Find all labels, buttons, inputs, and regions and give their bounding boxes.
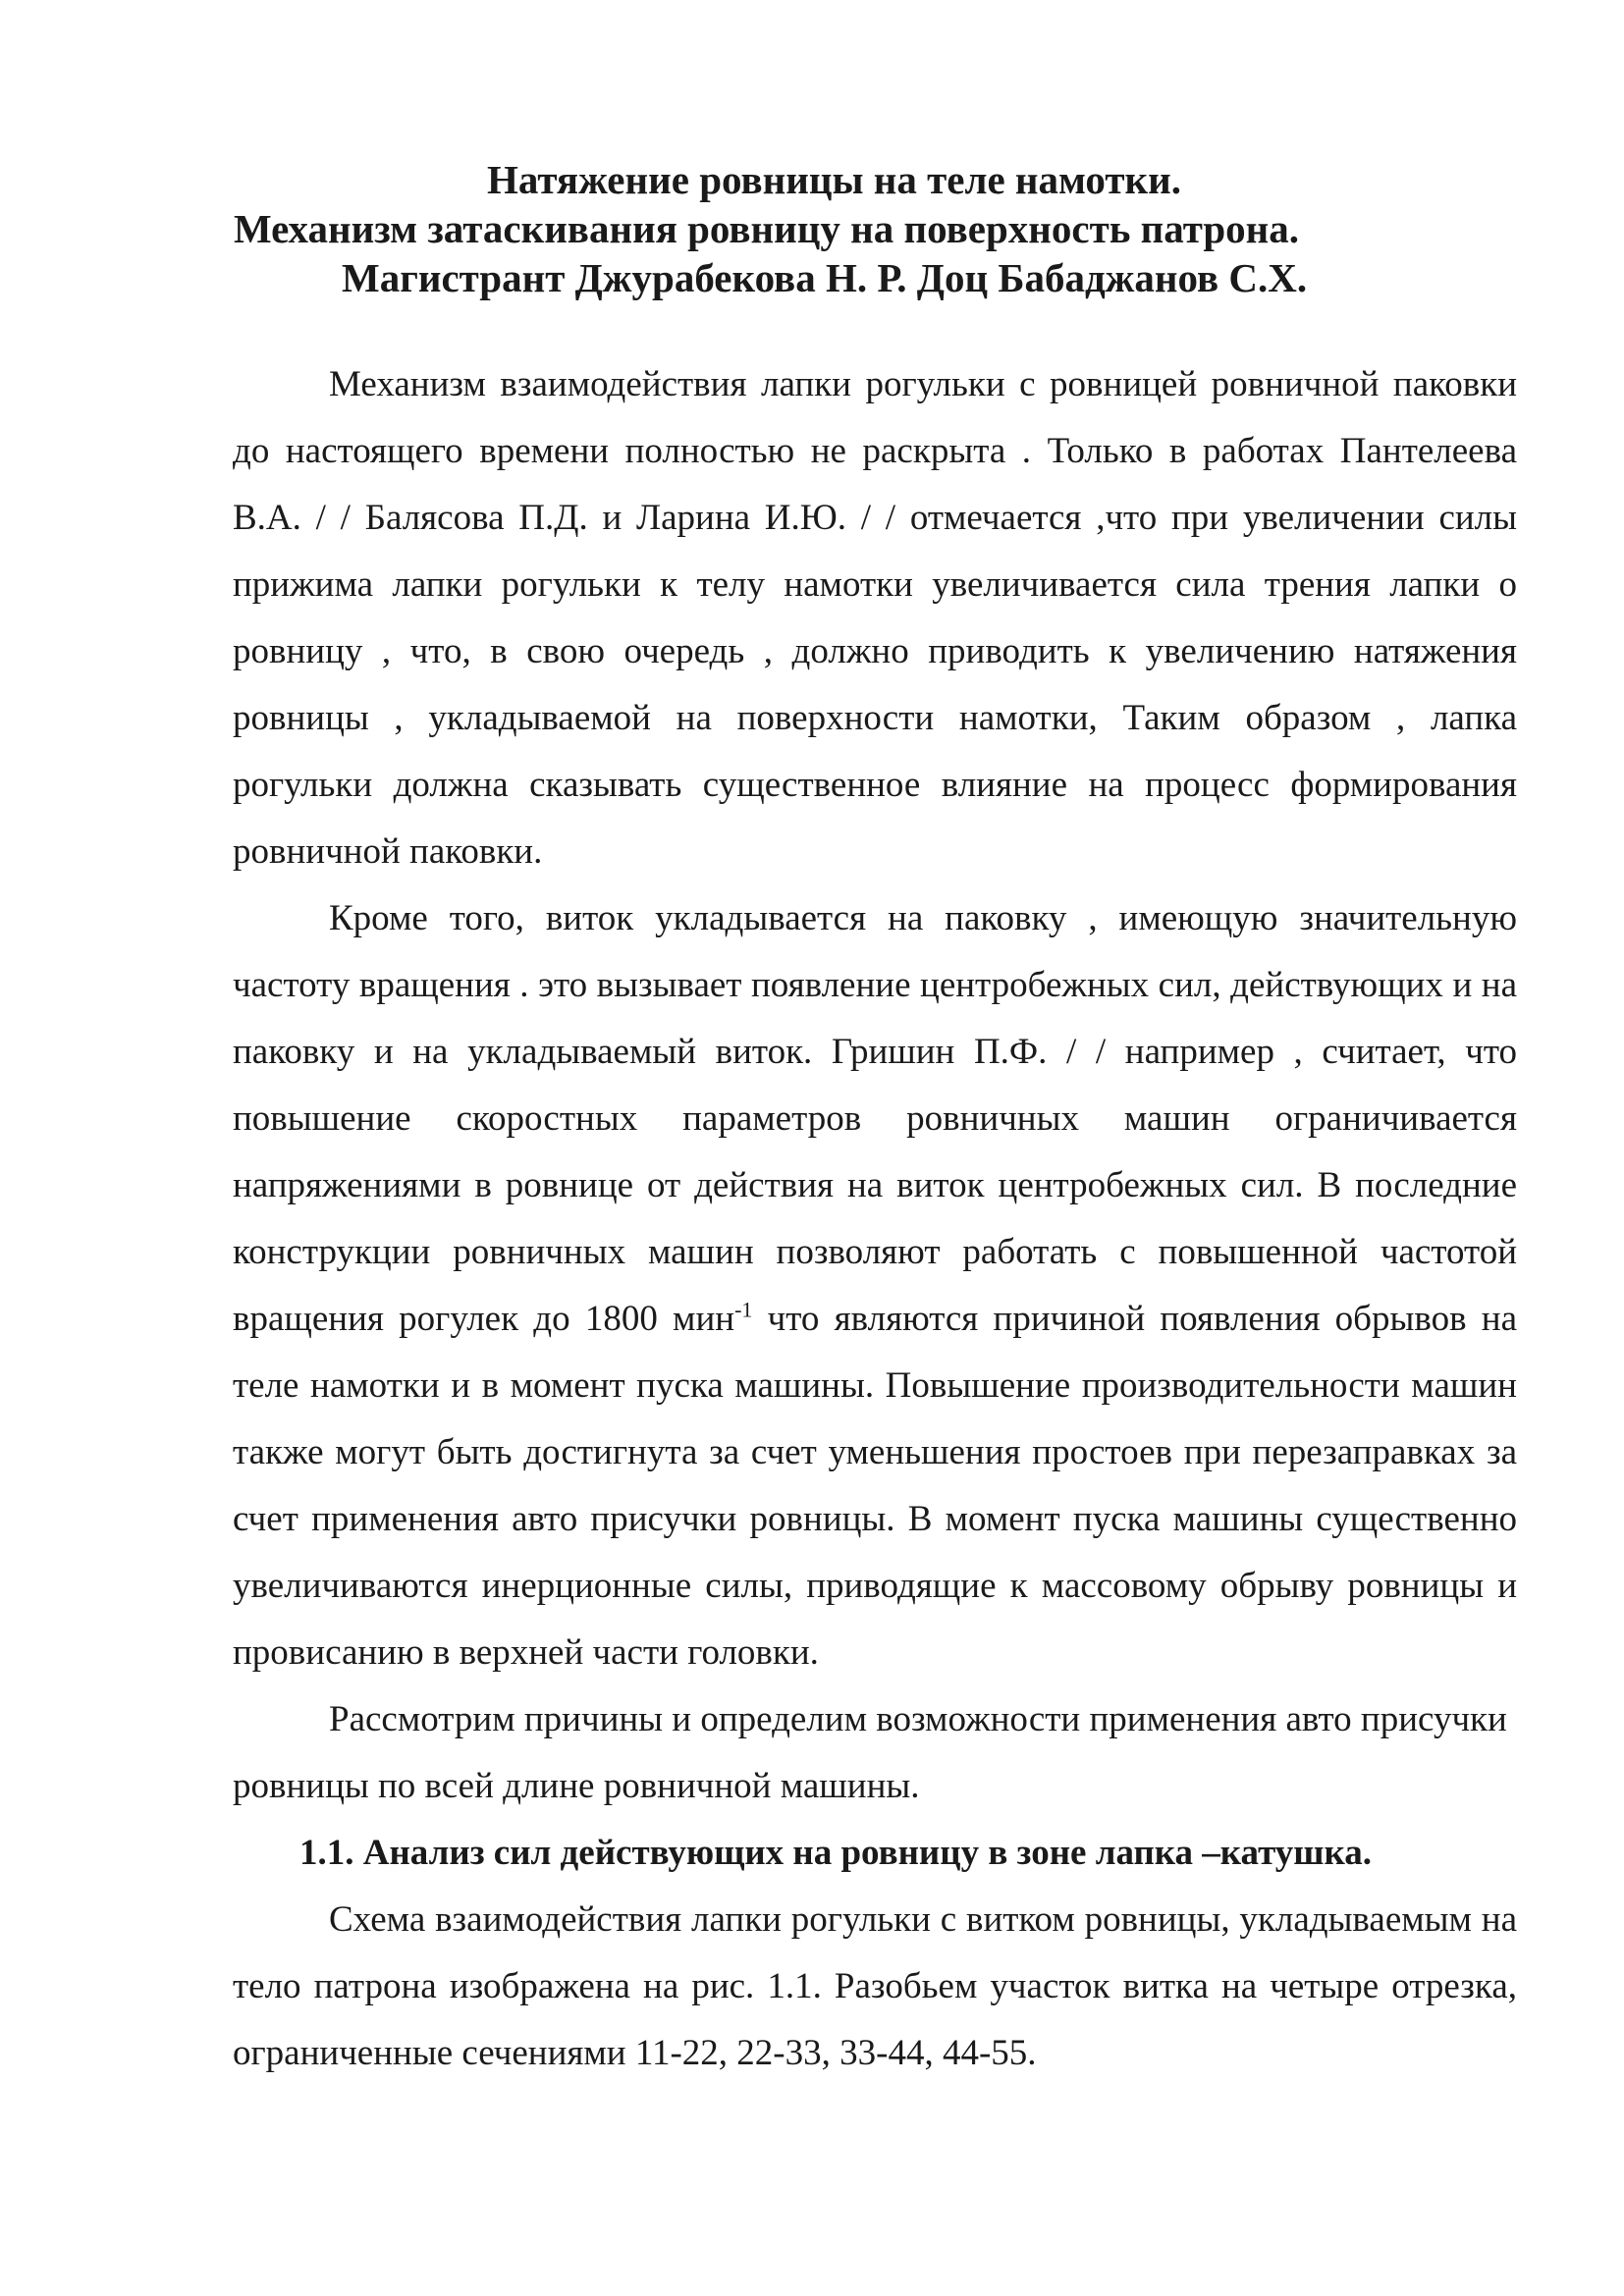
section-heading: 1.1. Анализ сил действующих на ровницу в зоне лапка –катушка. — [299, 1833, 1373, 1873]
paragraph-2-part-b: что являются причиной появления обрывов на теле намотки и в момент пуска машины. Повышение производительности машин также могут быть достигнута за счет уменьшения простоев при перезаправках за счет применения авто присучки ровницы. В момент пуска машины существенно увеличиваются инерционные силы, приводящие к массовому обрыву ровницы и провисанию в верхней части головки. — [233, 1299, 1517, 1673]
paragraph-2 — [233, 885, 1517, 1686]
title-line-2: Механизм затаскивания ровницу на поверхность патрона. — [234, 206, 1300, 251]
paragraph-2-part-a: Кроме того, виток укладывается на паковку , имеющую значительную частоту вращения . это вызывает появление центробежных сил, действующих и на паковку и на укладываемый виток. Гришин П.Ф. / / например , считает, что повышение скоростных параметров ровничных машин ограничивается напряжениями в ровнице от действия на виток центробежных сил. В последние конструкции ровничных машин позволяют работать с повышенной частотой вращения рогулек до 1800 мин — [233, 898, 1517, 1339]
title-block — [196, 155, 1473, 302]
paragraph-3: Рассмотрим причины и определим возможности применения авто присучки ровницы по всей длине ровничной машины. — [233, 1699, 1507, 1806]
title-line-1: Натяжение ровницы на теле намотки. — [487, 157, 1182, 202]
author-line: Магистрант Джурабекова Н. Р. Доц Бабаджанов С.Х. — [342, 255, 1308, 300]
superscript-exponent: -1 — [734, 1297, 753, 1322]
body-text — [233, 351, 1517, 2087]
paragraph-1: Механизм взаимодействия лапки рогульки с ровницей ровничной паковки до настоящего времени полностью не раскрыта . Только в работах Пантелеева В.А. / / Балясова П.Д. и Ларина И.Ю. / / отмечается ,что при увеличении силы прижима лапки рогульки к телу намотки увеличивается сила трения лапки о ровницу , что, в свою очередь , должно приводить к увеличению натяжения ровницы , укладываемой на поверхности намотки, Таким образом , лапка рогульки должна сказывать существенное влияние на процесс формирования ровничной паковки. — [233, 364, 1517, 872]
paragraph-4: Схема взаимодействия лапки рогульки с витком ровницы, укладываемым на тело патрона изображена на рис. 1.1. Разобьем участок витка на четыре отрезка, ограниченные сечениями 11-22, 22-33, 33-44, 44-55. — [233, 1899, 1517, 2073]
